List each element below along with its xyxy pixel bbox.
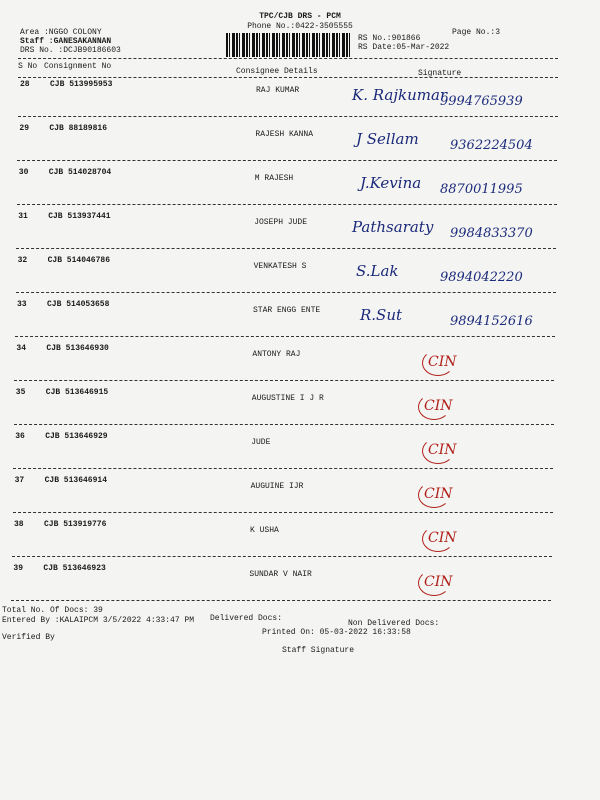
row-consignment-no: CJB 513646915: [45, 388, 109, 397]
row-divider: [17, 204, 557, 205]
row-consignee-name: M RAJESH: [254, 174, 294, 183]
row-sno: 34: [16, 344, 26, 353]
row-consignment-no: CJB 513937441: [48, 212, 111, 221]
total-docs: Total No. Of Docs: 39: [2, 606, 103, 615]
row-consignment-no: CJB 88189816: [49, 124, 107, 133]
row-consignee-name: JUDE: [251, 438, 271, 447]
row-consignment-no: CJB 513646923: [43, 564, 106, 573]
row-consignee-name: AUGUINE IJR: [250, 482, 304, 491]
barcode: [226, 33, 352, 57]
row-sno: 28: [20, 80, 30, 89]
row-divider: [18, 116, 558, 117]
row-sno: 30: [18, 168, 29, 177]
row-signature: S.Lak: [356, 262, 399, 280]
row-signature-mark: CIN: [428, 442, 457, 458]
row-sno: 29: [19, 124, 29, 133]
row-consignee-name: K USHA: [250, 526, 279, 535]
row-phone: 8870011995: [440, 182, 523, 197]
row-consignment-no: CJB 514028704: [48, 168, 112, 177]
col-consignment: Consignment No: [44, 62, 112, 71]
row-sno: 36: [15, 432, 25, 441]
col-consignee: Consignee Details: [236, 67, 318, 76]
row-signature-mark: CIN: [428, 354, 457, 370]
phone-number: Phone No.:0422-3505555: [247, 22, 353, 31]
row-consignee-name: VENKATESH S: [253, 262, 307, 271]
row-consignee-name: RAJESH KANNA: [255, 130, 313, 139]
row-phone: 9362224504: [450, 138, 533, 153]
row-consignee-name: STAR ENGG ENTE: [253, 306, 321, 315]
drs-number: DRS No. :DCJB90186603: [20, 46, 121, 55]
staff-signature: Staff Signature: [282, 646, 355, 655]
row-sno: 32: [17, 256, 28, 265]
area-label: Area :NGGO COLONY: [20, 28, 102, 37]
row-consignment-no: CJB 513646929: [45, 432, 108, 441]
row-signature-mark: CIN: [424, 486, 453, 502]
row-phone: 9894042220: [440, 270, 523, 285]
row-signature: J Sellam: [356, 130, 419, 148]
row-divider: [17, 160, 557, 161]
row-divider: [13, 468, 553, 469]
verified-by: Verified By: [2, 633, 55, 642]
col-signature: Signature: [418, 69, 462, 78]
rs-date: RS Date:05-Mar-2022: [358, 43, 450, 52]
row-consignment-no: CJB 513919776: [44, 520, 107, 529]
row-consignment-no: CJB 513646914: [44, 476, 108, 485]
row-consignee-name: JOSEPH JUDE: [254, 218, 307, 227]
delivered-docs: Delivered Docs:: [210, 614, 283, 623]
row-divider: [16, 248, 556, 249]
row-signature: J.Kevina: [360, 174, 422, 192]
row-sno: 31: [18, 212, 28, 221]
row-consignment-no: CJB 514053658: [47, 300, 110, 309]
header-divider-top: [18, 58, 558, 59]
row-divider: [12, 556, 552, 557]
row-divider: [13, 512, 553, 513]
row-divider: [14, 424, 554, 425]
row-divider: [14, 380, 554, 381]
row-consignee-name: RAJ KUMAR: [256, 86, 300, 95]
row-sno: 38: [14, 520, 24, 529]
rs-number: RS No.:901866: [358, 34, 421, 43]
page-number: Page No.:3: [452, 28, 501, 37]
row-consignment-no: CJB 514046786: [47, 256, 111, 265]
row-sno: 33: [17, 300, 27, 309]
row-signature: Pathsaraty: [352, 218, 434, 236]
row-phone: 9894152616: [450, 314, 533, 329]
row-phone: 9994765939: [440, 94, 523, 109]
row-sno: 37: [14, 476, 25, 485]
row-consignee-name: SUNDAR V NAIR: [249, 570, 312, 579]
printed-on: Printed On: 05-03-2022 16:33:58: [262, 628, 411, 637]
row-divider: [16, 292, 556, 293]
row-signature: K. Rajkumar: [352, 86, 448, 104]
col-sno: S No: [18, 62, 38, 71]
row-signature-mark: CIN: [424, 398, 453, 414]
row-consignee-name: AUGUSTINE I J R: [251, 394, 324, 403]
non-delivered-docs: Non Delivered Docs:: [348, 619, 440, 628]
entered-by: Entered By :KALAIPCM 3/5/2022 4:33:47 PM: [2, 616, 195, 625]
document-title: TPC/CJB DRS - PCM: [259, 12, 341, 21]
row-phone: 9984833370: [450, 226, 533, 241]
row-signature-mark: CIN: [428, 530, 457, 546]
row-consignment-no: CJB 513646930: [46, 344, 109, 353]
row-sno: 39: [13, 564, 23, 573]
row-divider: [11, 600, 551, 601]
row-consignment-no: CJB 513995953: [50, 80, 113, 89]
row-sno: 35: [15, 388, 26, 397]
staff-label: Staff :GANESAKANNAN: [20, 37, 112, 46]
row-signature: R.Sut: [360, 306, 403, 324]
row-consignee-name: ANTONY RAJ: [252, 350, 301, 359]
row-signature-mark: CIN: [424, 574, 453, 590]
header-divider-bottom: [18, 77, 558, 78]
row-divider: [15, 336, 555, 337]
